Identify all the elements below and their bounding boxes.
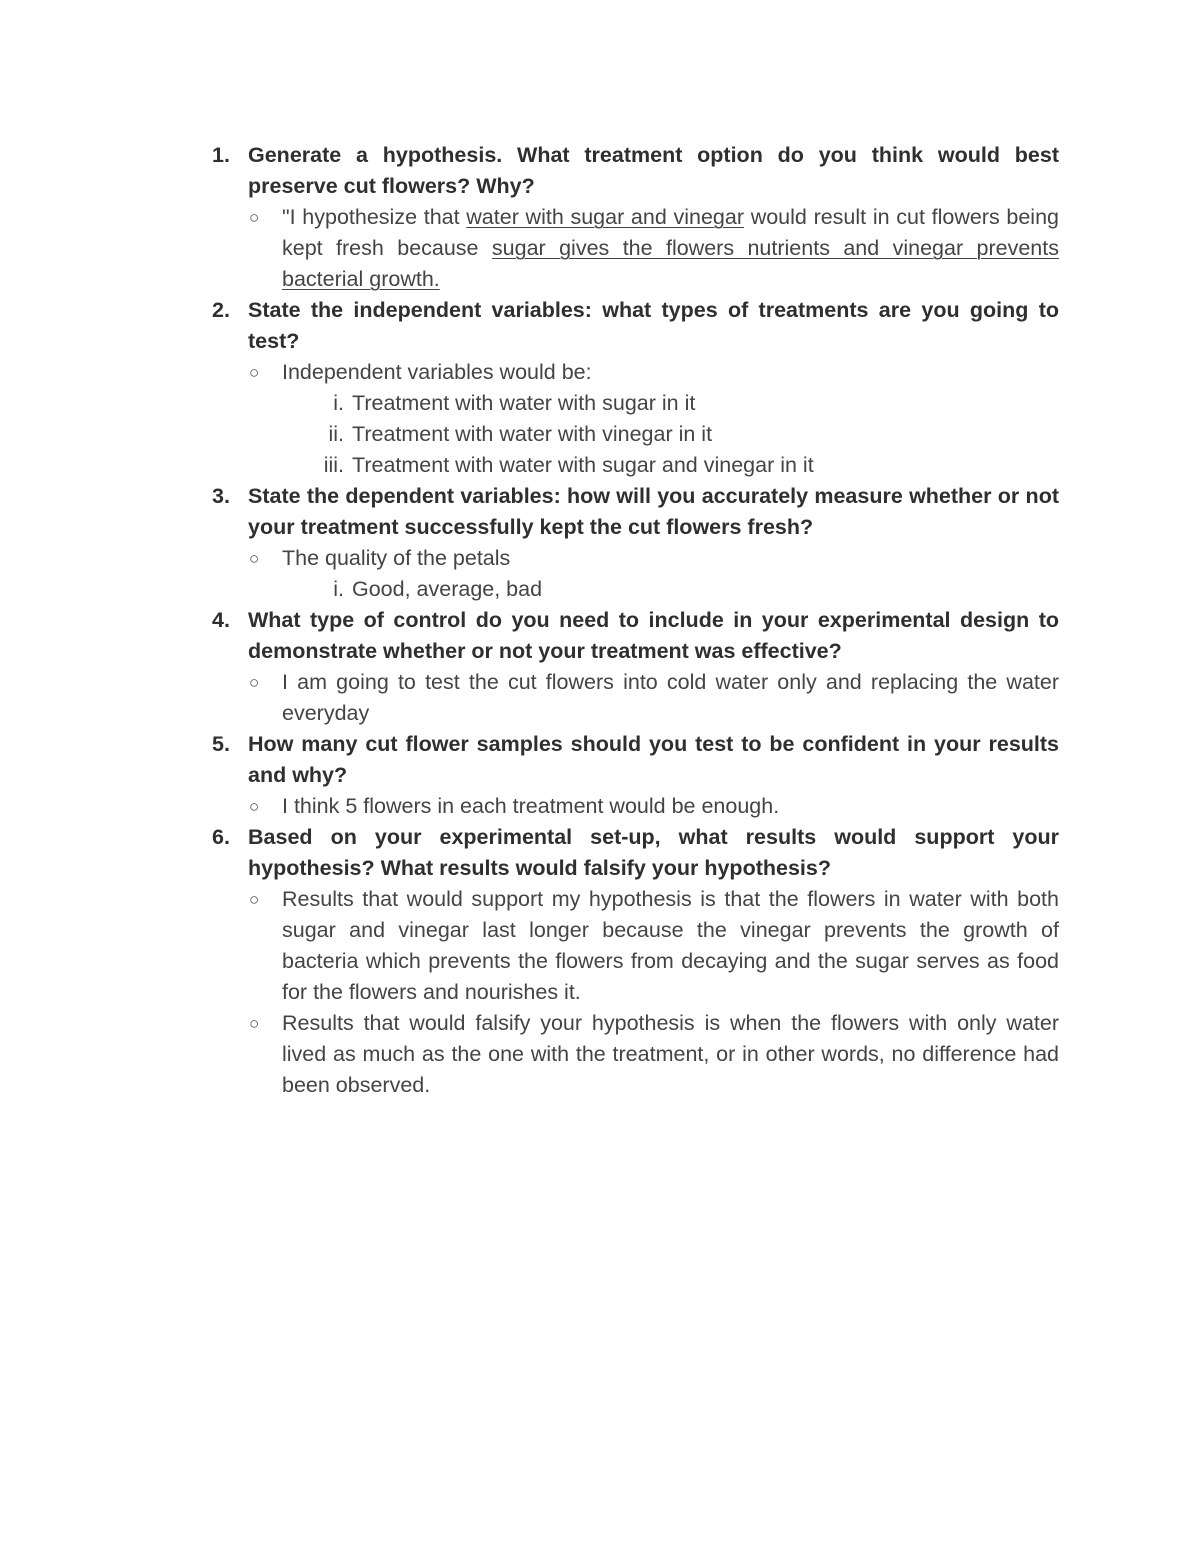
question-number: 3. bbox=[212, 484, 230, 508]
answer-6b bbox=[212, 1008, 1059, 1101]
question-number: 2. bbox=[212, 298, 230, 322]
bullet-icon: ○ bbox=[249, 1014, 260, 1033]
bullet-icon: ○ bbox=[249, 363, 260, 382]
question-number: 1. bbox=[212, 143, 230, 167]
answer-text: I am going to test the cut flowers into cold water only and replacing the water everyday bbox=[282, 670, 1059, 725]
bullet-icon: ○ bbox=[249, 673, 260, 692]
bullet-icon: ○ bbox=[249, 797, 260, 816]
sub-item bbox=[212, 450, 1059, 481]
bullet-icon: ○ bbox=[249, 208, 260, 227]
bullet-icon: ○ bbox=[249, 890, 260, 909]
question-5 bbox=[212, 729, 1059, 791]
question-4 bbox=[212, 605, 1059, 667]
answer-text: Independent variables would be: bbox=[282, 360, 592, 384]
answer-text: "I hypothesize that bbox=[282, 205, 467, 229]
question-text: Generate a hypothesis. What treatment option do you think would best preserve cut flowers? Why? bbox=[248, 143, 1059, 198]
answer-text: Results that would support my hypothesis is that the flowers in water with both sugar and vinegar last longer because the vinegar prevents the growth of bacteria which prevents the flowers from decaying and the sugar serves as food for the flowers and nourishes it. bbox=[282, 887, 1059, 1004]
sub-item bbox=[212, 419, 1059, 450]
question-number: 4. bbox=[212, 608, 230, 632]
question-text: Based on your experimental set-up, what results would support your hypothesis? What results would falsify your hypothesis? bbox=[248, 825, 1059, 880]
answer-5 bbox=[212, 791, 1059, 822]
sub-item-text: Treatment with water with sugar in it bbox=[352, 391, 696, 415]
bullet-icon: ○ bbox=[249, 549, 260, 568]
sub-item bbox=[212, 574, 1059, 605]
roman-numeral: iii. bbox=[323, 453, 344, 477]
answer-3 bbox=[212, 543, 1059, 574]
answer-text: would result in cut flowers being kept fresh because bbox=[282, 205, 1060, 260]
sub-item-text: Treatment with water with vinegar in it bbox=[352, 422, 713, 446]
question-2 bbox=[212, 295, 1059, 357]
question-number: 5. bbox=[212, 732, 230, 756]
answer-text: Results that would falsify your hypothesis is when the flowers with only water lived as much as the one with the treatment, or in other words, no difference had been observed. bbox=[282, 1011, 1059, 1097]
sub-item bbox=[212, 388, 1059, 419]
answer-text: The quality of the petals bbox=[282, 546, 511, 570]
sub-item-text: Good, average, bad bbox=[352, 577, 543, 601]
underlined-text: sugar gives the flowers nutrients and vinegar prevents bacterial growth. bbox=[282, 236, 1059, 291]
roman-numeral: i. bbox=[333, 577, 344, 601]
question-1 bbox=[212, 140, 1059, 202]
answer-4 bbox=[212, 667, 1059, 729]
roman-numeral: ii. bbox=[328, 422, 344, 446]
question-text: State the independent variables: what types of treatments are you going to test? bbox=[248, 298, 1059, 353]
question-6 bbox=[212, 822, 1059, 884]
question-3 bbox=[212, 481, 1059, 543]
sub-item-text: Treatment with water with sugar and vinegar in it bbox=[352, 453, 814, 477]
answer-1 bbox=[212, 202, 1059, 295]
roman-numeral: i. bbox=[333, 391, 344, 415]
question-number: 6. bbox=[212, 825, 230, 849]
question-text: How many cut flower samples should you test to be confident in your results and why? bbox=[248, 732, 1059, 787]
worksheet-page bbox=[212, 140, 1059, 1101]
question-text: What type of control do you need to include in your experimental design to demonstrate whether or not your treatment was effective? bbox=[248, 608, 1059, 663]
answer-text: I think 5 flowers in each treatment would be enough. bbox=[282, 794, 780, 818]
answer-6a bbox=[212, 884, 1059, 1008]
answer-2 bbox=[212, 357, 1059, 388]
question-text: State the dependent variables: how will you accurately measure whether or not your treatment successfully kept the cut flowers fresh? bbox=[248, 484, 1059, 539]
underlined-text: water with sugar and vinegar bbox=[466, 205, 745, 229]
